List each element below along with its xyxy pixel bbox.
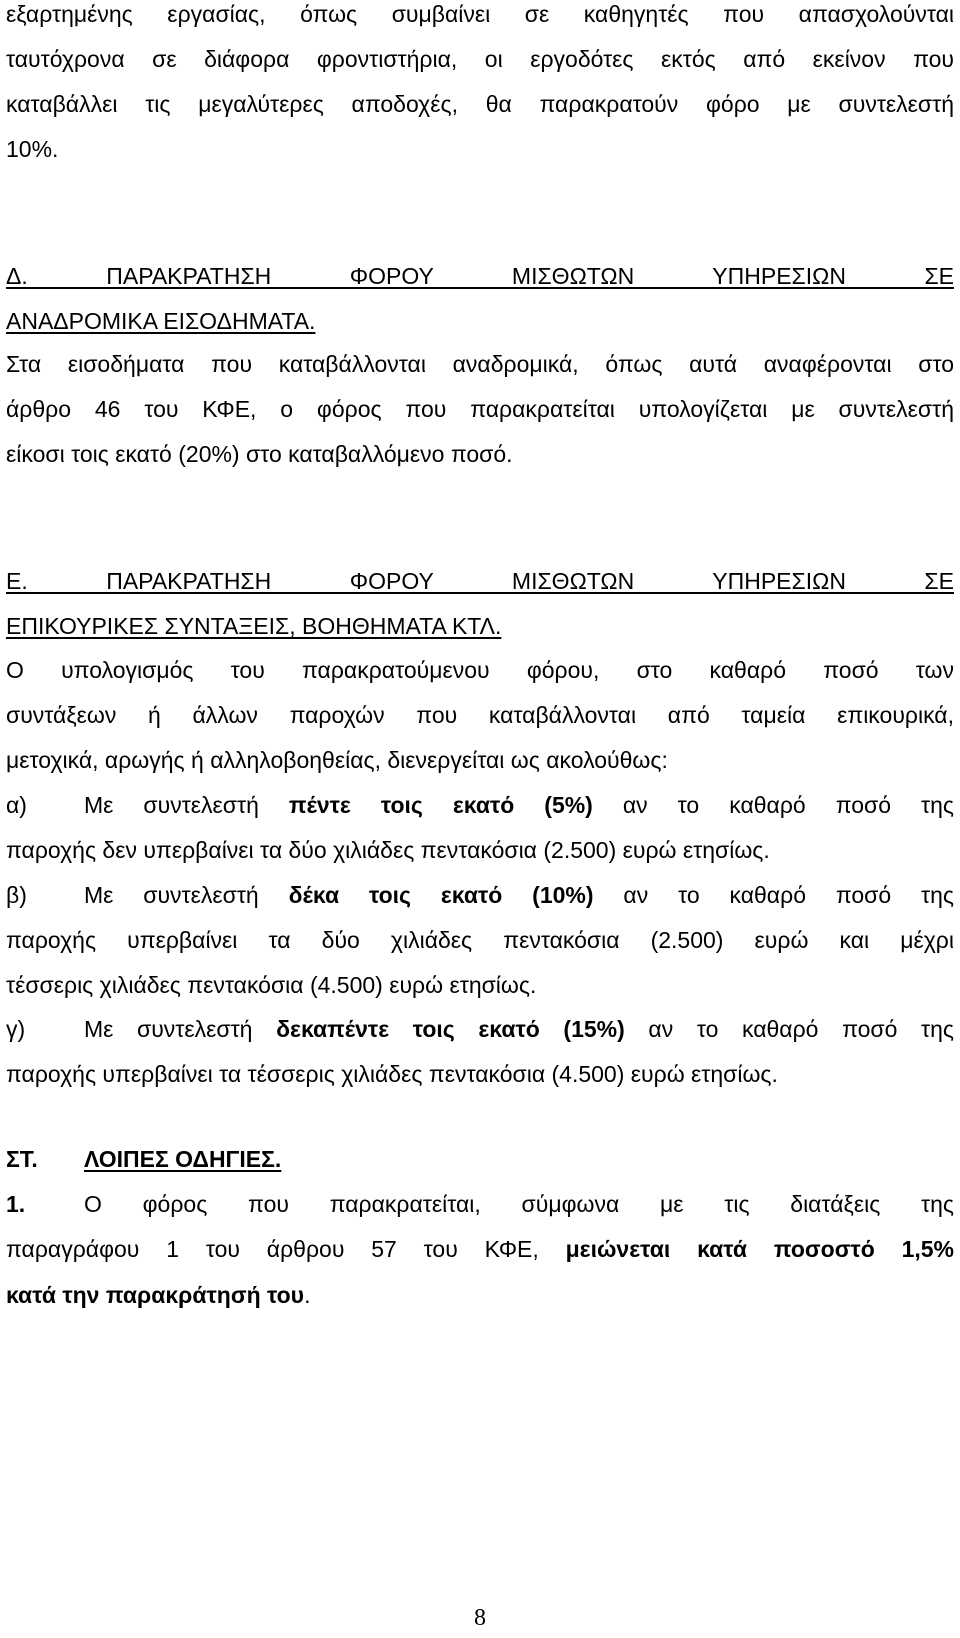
section-st-item-1-text: Ο φόρος που παρακρατείται, σύμφωνα με τις διατάξεις της (84, 1191, 954, 1217)
section-d-line-3: είκοσι τοις εκατό (20%) στο καταβαλλόμενο ποσό. (6, 441, 513, 467)
intro-line-4: 10%. (6, 136, 59, 162)
intro-line-1: εξαρτημένης εργασίας, όπως συμβαίνει σε καθηγητές που απασχολούνται (6, 1, 954, 27)
list-item-a-text: Με συντελεστή (84, 792, 289, 818)
section-st-item-1-line-2-bold: μειώνεται κατά ποσοστό 1,5% (565, 1236, 955, 1262)
list-item-a (6, 791, 954, 819)
section-st-item-1-line-3 (6, 1281, 310, 1309)
section-e-heading: Ε. ΠΑΡΑΚΡΑΤΗΣΗ ΦΟΡΟΥ ΜΙΣΘΩΤΩΝ ΥΠΗΡΕΣΙΩΝ ΣΕ (6, 568, 954, 594)
section-e-heading-cont: ΕΠΙΚΟΥΡΙΚΕΣ ΣΥΝΤΑΞΕΙΣ, ΒΟΗΘΗΜΑΤΑ ΚΤΛ. (6, 613, 502, 639)
list-item-c-label: γ) (6, 1016, 26, 1042)
list-item-b-text-end: αν το καθαρό ποσό της (593, 882, 954, 908)
list-item-c-text-end: αν το καθαρό ποσό της (624, 1016, 954, 1042)
list-item-a-line-2: παροχής δεν υπερβαίνει τα δύο χιλιάδες πεντακόσια (2.500) ευρώ ετησίως. (6, 837, 770, 863)
section-e-line-3: μετοχικά, αρωγής ή αλληλοβοηθείας, διενεργείται ως ακολούθως: (6, 747, 668, 773)
list-item-b (6, 881, 954, 909)
section-e-line-2: συντάξεων ή άλλων παροχών που καταβάλλονται από ταμεία επικουρικά, (6, 702, 954, 728)
list-item-c (6, 1015, 954, 1043)
section-st-item-1 (6, 1190, 954, 1218)
list-item-b-text: Με συντελεστή (84, 882, 289, 908)
intro-line-3: καταβάλλει τις μεγαλύτερες αποδοχές, θα παρακρατούν φόρο με συντελεστή (6, 91, 954, 117)
section-st-item-1-line-2-text: παραγράφου 1 του άρθρου 57 του ΚΦΕ, (6, 1236, 566, 1262)
section-st-title: ΛΟΙΠΕΣ ΟΔΗΓΙΕΣ. (84, 1146, 282, 1172)
section-st-item-1-line-3-end: . (304, 1282, 311, 1308)
section-d-heading: Δ. ΠΑΡΑΚΡΑΤΗΣΗ ΦΟΡΟΥ ΜΙΣΘΩΤΩΝ ΥΠΗΡΕΣΙΩΝ ΣΕ (6, 263, 954, 289)
section-st-item-1-line-2 (6, 1235, 954, 1263)
page-number: 8 (474, 1605, 486, 1631)
list-item-c-rate: δεκαπέντε τοις εκατό (15%) (276, 1016, 625, 1042)
intro-line-2: ταυτόχρονα σε διάφορα φροντιστήρια, οι εργοδότες εκτός από εκείνον που (6, 46, 954, 72)
section-d-heading-cont: ΑΝΑΔΡΟΜΙΚΑ ΕΙΣΟΔΗΜΑΤΑ. (6, 308, 316, 334)
section-st-item-1-line-3-bold: κατά την παρακράτησή του (6, 1282, 305, 1308)
list-item-c-text: Με συντελεστή (84, 1016, 277, 1042)
list-item-b-line-3: τέσσερις χιλιάδες πεντακόσια (4.500) ευρώ ετησίως. (6, 972, 537, 998)
section-st-label: ΣΤ. (6, 1146, 38, 1172)
section-e-line-1: Ο υπολογισμός του παρακρατούμενου φόρου, στο καθαρό ποσό των (6, 657, 954, 683)
list-item-a-text-end: αν το καθαρό ποσό της (592, 792, 954, 818)
list-item-b-line-2: παροχής υπερβαίνει τα δύο χιλιάδες πεντακόσια (2.500) ευρώ και μέχρι (6, 927, 954, 953)
list-item-b-label: β) (6, 882, 27, 908)
list-item-a-rate: πέντε τοις εκατό (5%) (288, 792, 593, 818)
list-item-c-line-2: παροχής υπερβαίνει τα τέσσερις χιλιάδες πεντακόσια (4.500) ευρώ ετησίως. (6, 1061, 778, 1087)
section-d-line-1: Στα εισοδήματα που καταβάλλονται αναδρομικά, όπως αυτά αναφέρονται στο (6, 351, 954, 377)
section-st-heading (6, 1145, 281, 1173)
list-item-b-rate: δέκα τοις εκατό (10%) (288, 882, 594, 908)
section-d-line-2: άρθρο 46 του ΚΦΕ, ο φόρος που παρακρατείται υπολογίζεται με συντελεστή (6, 396, 954, 422)
section-st-item-1-label: 1. (6, 1191, 26, 1217)
list-item-a-label: α) (6, 792, 27, 818)
